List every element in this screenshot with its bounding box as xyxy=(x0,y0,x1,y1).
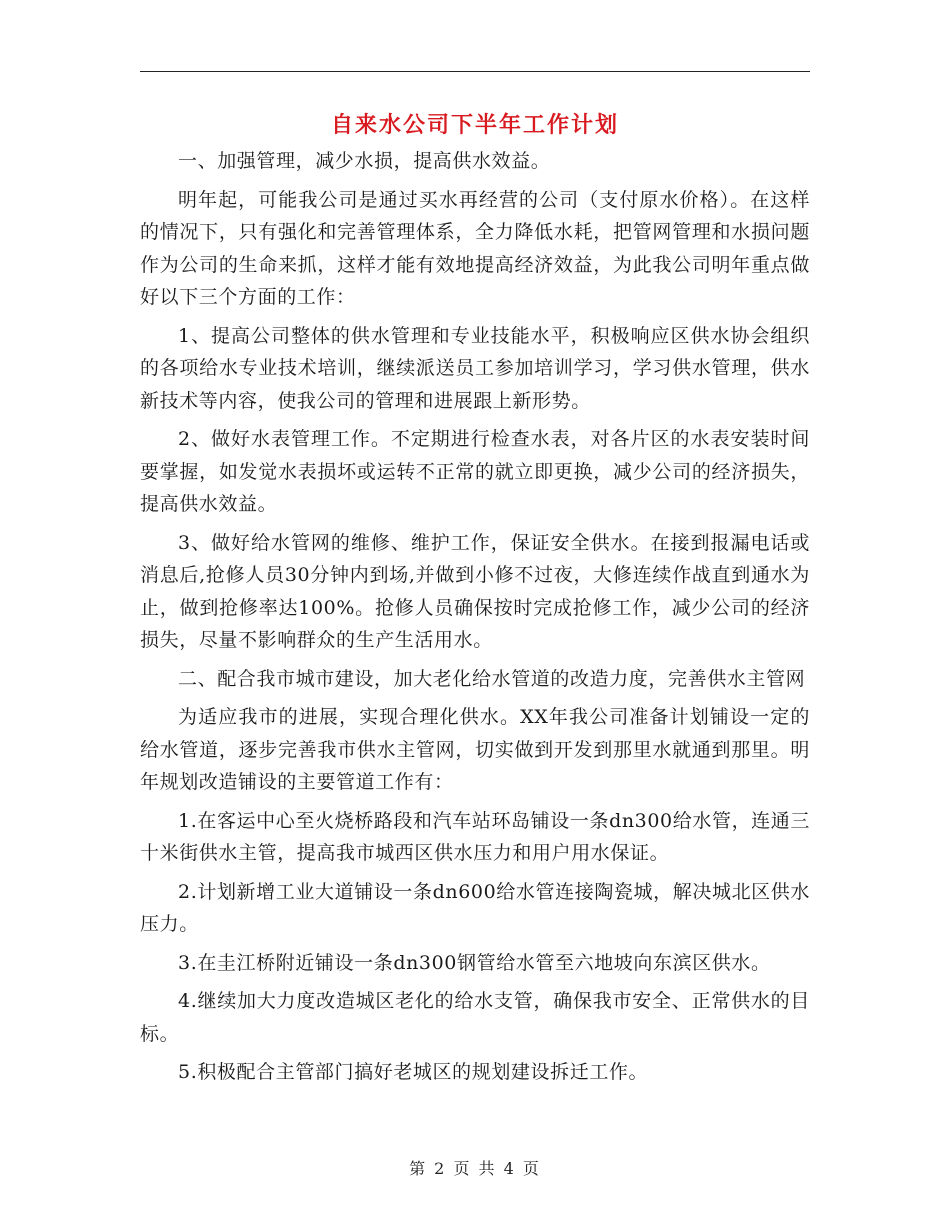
paragraph-item: 3、做好给水管网的维修、维护工作，保证安全供水。在接到报漏电话或消息后,抢修人员30分钟内到场,并做到小修不过夜，大修连续作战直到通水为止，做到抢修率达100%。抢修人员确保按时完成抢修工作，减少公司的经济损失，尽量不影响群众的生产生活用水。 xyxy=(140,531,810,651)
document-body xyxy=(140,145,810,1095)
paragraph-item: 1.在客运中心至火烧桥路段和汽车站环岛铺设一条dn300给水管，连通三十米街供水主管，提高我市城西区供水压力和用户用水保证。 xyxy=(140,809,810,864)
header-rule xyxy=(140,71,810,72)
paragraph: 明年起，可能我公司是通过买水再经营的公司（支付原水价格）。在这样的情况下，只有强化和完善管理体系，全力降低水耗，把管网管理和水损问题作为公司的生命来抓，这样才能有效地提高经济效益，为此我公司明年重点做好以下三个方面的工作： xyxy=(140,188,810,308)
paragraph-item: 5.积极配合主管部门搞好老城区的规划建设拆迁工作。 xyxy=(178,1061,649,1083)
paragraph: 为适应我市的进展，实现合理化供水。XX年我公司准备计划铺设一定的给水管道，逐步完善我市供水主管网，切实做到开发到那里水就通到那里。明年规划改造铺设的主要管道工作有： xyxy=(140,706,810,793)
page-number: 第 2 页 共 4 页 xyxy=(409,1159,541,1178)
paragraph-section-2-heading: 二、配合我市城市建设，加大老化给水管道的改造力度，完善供水主管网 xyxy=(178,667,806,690)
paragraph-item: 3.在圭江桥附近铺设一条dn300钢管给水管至六地坡向东滨区供水。 xyxy=(178,951,771,974)
paragraph-item: 4.继续加大力度改造城区老化的给水支管，确保我市安全、正常供水的目标。 xyxy=(140,990,810,1045)
paragraph-section-1-heading: 一、加强管理，减少水损，提高供水效益。 xyxy=(178,150,551,172)
paragraph-item: 1、提高公司整体的供水管理和专业技能水平，积极响应区供水协会组织的各项给水专业技术培训，继续派送员工参加培训学习，学习供水管理，供水新技术等内容，使我公司的管理和进展跟上新形势。 xyxy=(140,324,810,412)
paragraph-item: 2、做好水表管理工作。不定期进行检查水表，对各片区的水表安装时间要掌握，如发觉水表损坏或运转不正常的就立即更换，减少公司的经济损失，提高供水效益。 xyxy=(140,428,810,515)
paragraph-item: 2.计划新增工业大道铺设一条dn600给水管连接陶瓷城，解决城北区供水压力。 xyxy=(140,880,810,935)
page-title: 自来水公司下半年工作计划 xyxy=(330,112,619,138)
